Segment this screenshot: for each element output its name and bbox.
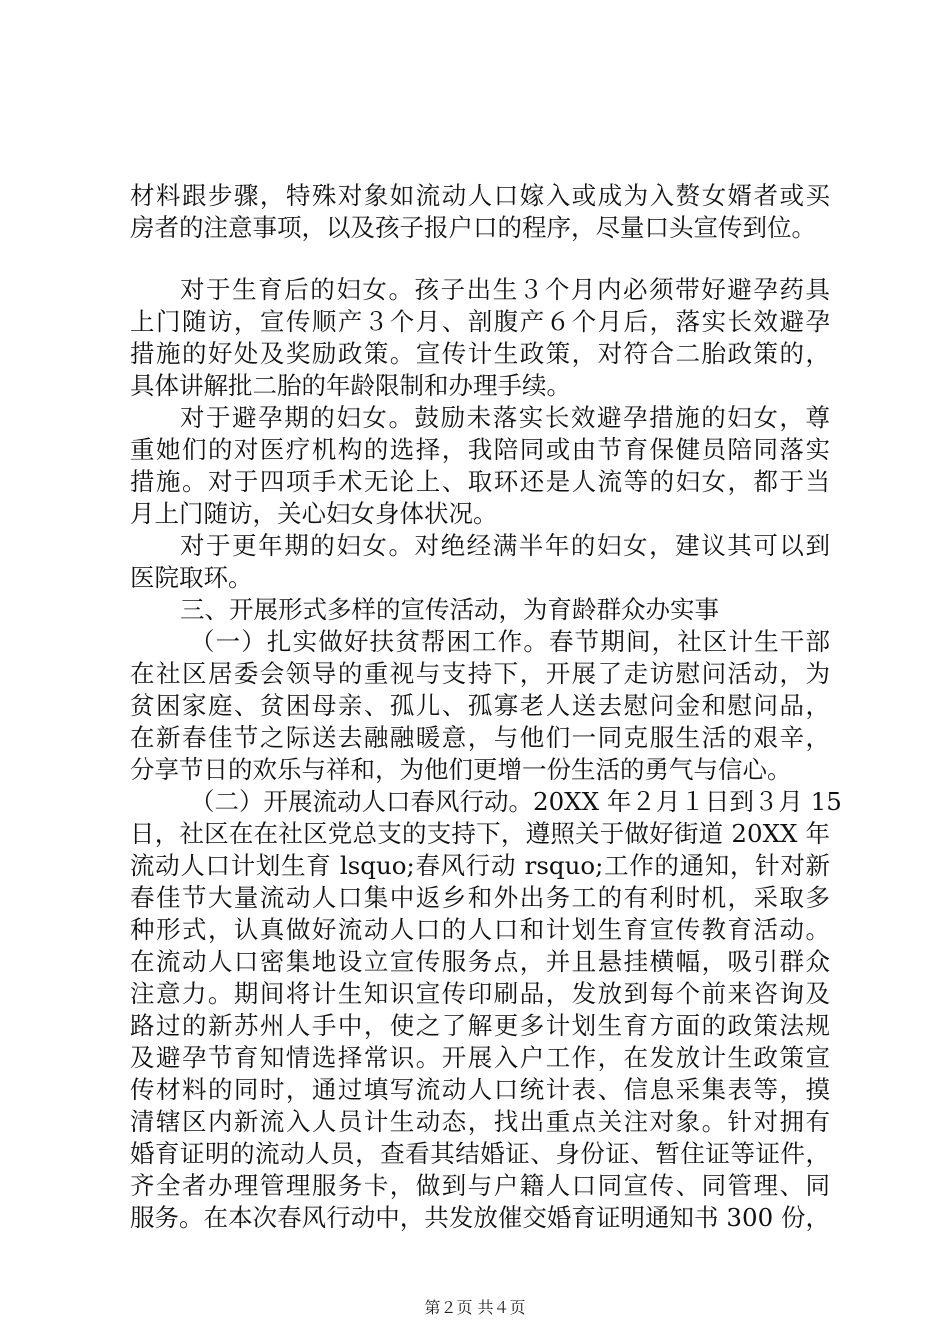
text-line: 服务。在本次春风行动中，共发放催交婚育证明通知书 300 份，: [130, 1203, 830, 1232]
text-line: 对于生育后的妇女。孩子出生３个月内必须带好避孕药具: [180, 275, 830, 304]
text-line: 路过的新苏州人手中，使之了解更多计划生育方面的政策法规: [130, 1011, 830, 1040]
text-line: （一）扎实做好扶贫帮困工作。春节期间，社区计生干部: [190, 627, 830, 656]
text-line: 对于更年期的妇女。对绝经满半年的妇女，建议其可以到: [180, 531, 830, 560]
text-line: 措施的好处及奖励政策。宣传计生政策，对符合二胎政策的，: [130, 339, 830, 368]
section-heading: 三、开展形式多样的宣传活动，为育龄群众办实事: [180, 595, 719, 624]
text-line: 房者的注意事项，以及孩子报户口的程序，尽量口头宣传到位。: [130, 213, 816, 242]
text-line: 流动人口计划生育 lsquo;春风行动 rsquo;工作的通知，针对新: [130, 851, 830, 880]
text-line: 在社区居委会领导的重视与支持下，开展了走访慰问活动，为: [130, 659, 830, 688]
text-line: 种形式，认真做好流动人口的人口和计划生育宣传教育活动。: [130, 915, 830, 944]
text-line: 及避孕节育知情选择常识。开展入户工作，在发放计生政策宣: [130, 1043, 830, 1072]
text-line: 春佳节大量流动人口集中返乡和外出务工的有利时机，采取多: [130, 883, 830, 912]
text-line: 具体讲解批二胎的年龄限制和办理手续。: [130, 371, 571, 400]
text-line: 婚育证明的流动人员，查看其结婚证、身份证、暂住证等证件，: [130, 1139, 830, 1168]
page-footer: 第２页 共４页: [424, 1298, 526, 1317]
text-line: 对于避孕期的妇女。鼓励未落实长效避孕措施的妇女，尊: [180, 403, 830, 432]
text-line: 日，社区在在社区党总支的支持下，遵照关于做好街道 20XX 年: [130, 819, 830, 848]
text-line: 月上门随访，关心妇女身体状况。: [130, 499, 498, 528]
paragraph-block-2: [130, 274, 842, 1234]
paragraph-block-1: [130, 180, 830, 244]
text-line: 注意力。期间将计生知识宣传印刷品，发放到每个前来咨询及: [130, 979, 830, 1008]
text-line: （二）开展流动人口春风行动。20XX 年２月１日到３月 15: [190, 787, 842, 816]
text-line: 医院取环。: [130, 563, 253, 592]
text-line: 上门随访，宣传顺产３个月、剖腹产６个月后，落实长效避孕: [130, 307, 830, 336]
text-line: 贫困家庭、贫困母亲、孤儿、孤寡老人送去慰问金和慰问品，: [130, 691, 830, 720]
text-line: 在流动人口密集地设立宣传服务点，并且悬挂横幅，吸引群众: [130, 947, 830, 976]
text-line: 清辖区内新流入人员计生动态，找出重点关注对象。针对拥有: [130, 1107, 830, 1136]
text-line: 在新春佳节之际送去融融暖意，与他们一同克服生活的艰辛，: [130, 723, 830, 752]
text-line: 重她们的对医疗机构的选择，我陪同或由节育保健员陪同落实: [130, 435, 830, 464]
text-line: 传材料的同时，通过填写流动人口统计表、信息采集表等，摸: [130, 1075, 830, 1104]
text-line: 材料跟步骤，特殊对象如流动人口嫁入或成为入赘女婿者或买: [130, 181, 830, 210]
text-line: 齐全者办理管理服务卡，做到与户籍人口同宣传、同管理、同: [130, 1171, 830, 1200]
text-line: 措施。对于四项手术无论上、取环还是人流等的妇女，都于当: [130, 467, 830, 496]
text-line: 分享节日的欢乐与祥和，为他们更增一份生活的勇气与信心。: [130, 755, 792, 784]
